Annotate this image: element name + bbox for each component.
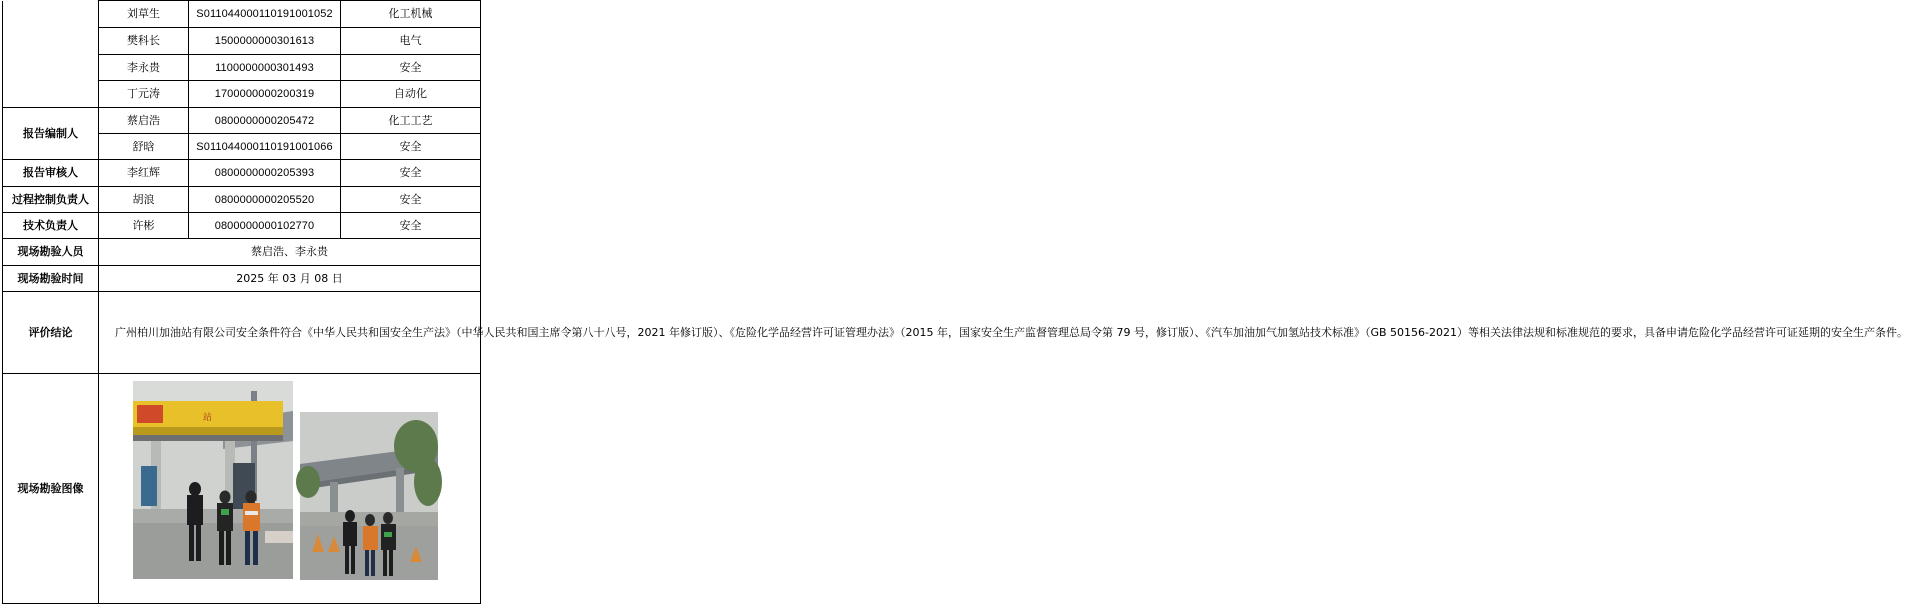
person-name: 丁元涛 <box>99 81 189 108</box>
conclusion-paragraph: 广州柏川加油站有限公司安全条件符合《中华人民共和国安全生产法》（中华人民共和国主席令第八十八号，2021 年修订版）、《危险化学品经营许可证管理办法》（2015 年，国家安全生产监督管理总局令第 79 号，修订版）、《汽车加油加气加氢站技术标准》（GB 50156-2021）等相关法律法规和标准规范的要求，具备申请危险化学品经营许可证延期的安全生产条件。 <box>115 325 1908 339</box>
label-cell-empty <box>3 1 99 108</box>
specialty: 安全 <box>341 134 481 160</box>
person-name: 蔡启浩 <box>99 108 189 134</box>
specialty: 安全 <box>341 160 481 187</box>
person-name: 李红辉 <box>99 160 189 187</box>
cert-number: 0800000000205520 <box>189 187 341 213</box>
specialty: 安全 <box>341 187 481 213</box>
person-name: 樊科长 <box>99 28 189 55</box>
specialty: 安全 <box>341 55 481 81</box>
specialty: 电气 <box>341 28 481 55</box>
site-inspectors-label: 现场勘验人员 <box>3 239 99 266</box>
site-photo-2 <box>300 412 438 580</box>
site-images-label: 现场勘验图像 <box>3 374 99 604</box>
cert-number: 1100000000301493 <box>189 55 341 81</box>
table-row <box>3 266 481 292</box>
table-row <box>3 239 481 266</box>
cert-number: 0800000000102770 <box>189 213 341 239</box>
technical-lead-label: 技术负责人 <box>3 213 99 239</box>
person-name: 胡浪 <box>99 187 189 213</box>
process-controller-label: 过程控制负责人 <box>3 187 99 213</box>
cert-number: 0800000000205472 <box>189 108 341 134</box>
personnel-table <box>2 0 1908 604</box>
table-row <box>3 160 481 187</box>
table-row <box>3 1 481 28</box>
person-name: 许彬 <box>99 213 189 239</box>
table-row <box>3 292 481 374</box>
cert-number: 0800000000205393 <box>189 160 341 187</box>
site-inspection-time-label: 现场勘验时间 <box>3 266 99 292</box>
svg-text:站: 站 <box>203 413 213 423</box>
site-photo-1 <box>133 381 293 579</box>
table-row <box>3 374 481 604</box>
conclusion-text <box>99 292 1908 374</box>
cert-number: S011044000110191001052 <box>189 1 341 28</box>
person-name: 舒晗 <box>99 134 189 160</box>
site-images-cell <box>99 374 481 604</box>
conclusion-label: 评价结论 <box>3 292 99 374</box>
table-row <box>3 108 481 134</box>
table-row <box>3 213 481 239</box>
person-name: 李永贵 <box>99 55 189 81</box>
person-name: 刘草生 <box>99 1 189 28</box>
table-row <box>3 187 481 213</box>
report-reviewer-label: 报告审核人 <box>3 160 99 187</box>
photo-area <box>99 374 480 603</box>
specialty: 安全 <box>341 213 481 239</box>
specialty: 自动化 <box>341 81 481 108</box>
cert-number: 1500000000301613 <box>189 28 341 55</box>
report-compiler-label: 报告编制人 <box>3 108 99 160</box>
site-inspectors-value: 蔡启浩、李永贵 <box>99 239 481 266</box>
site-inspection-time-value: 2025 年 03 月 08 日 <box>99 266 481 292</box>
specialty: 化工工艺 <box>341 108 481 134</box>
cert-number: S011044000110191001066 <box>189 134 341 160</box>
cert-number: 1700000000200319 <box>189 81 341 108</box>
specialty: 化工机械 <box>341 1 481 28</box>
